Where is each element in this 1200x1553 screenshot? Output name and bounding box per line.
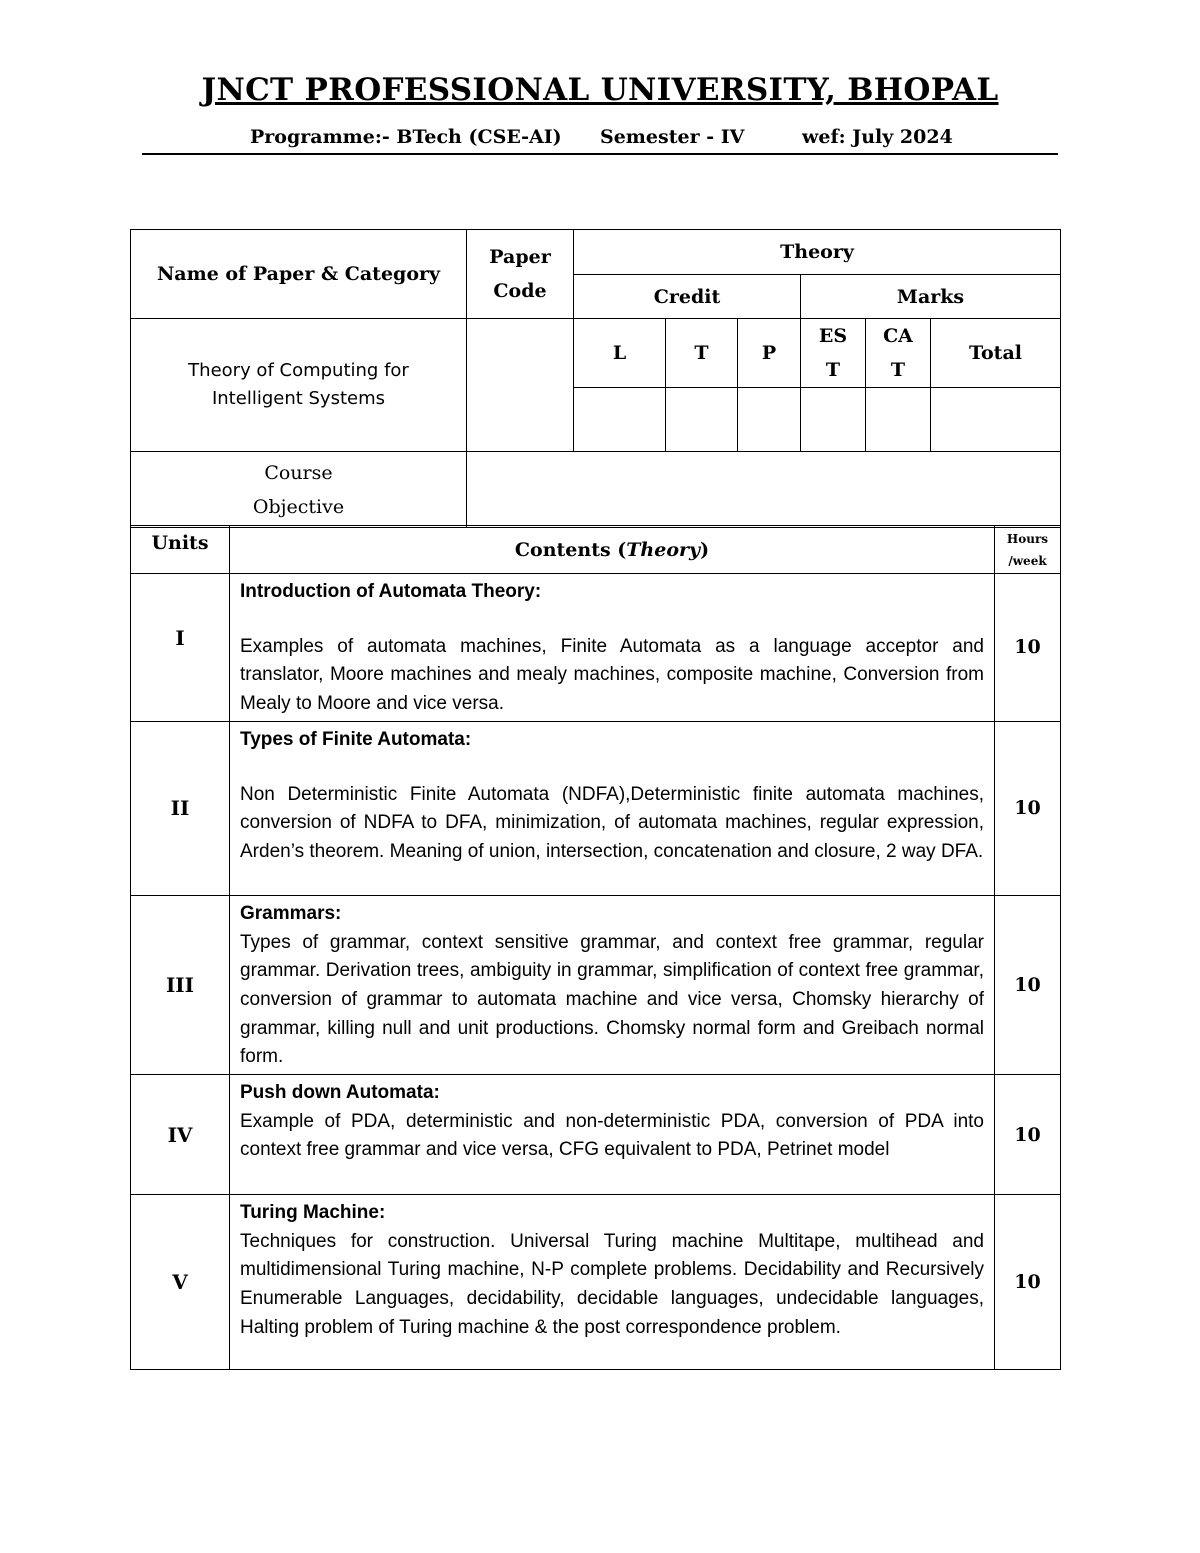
course-objective-label — [131, 452, 467, 528]
table-row — [131, 1075, 1061, 1195]
unit-number: II — [131, 721, 230, 895]
value-T — [666, 388, 738, 452]
col-EST-line1: ES — [818, 325, 848, 347]
spacer — [240, 607, 984, 633]
programme-line — [142, 126, 1058, 155]
paper-code-value — [467, 319, 574, 452]
unit-description: Techniques for construction. Universal Turing machine Multitape, multihead and multidimensional Turing machine, N-P complete problems. Decidability and Recursively Enumerable Languages, decidability, decidable languages, undecidable languages, Halting problem of Turing machine & the post correspondence problem. — [240, 1230, 984, 1338]
unit-number: V — [131, 1195, 230, 1370]
unit-title: Turing Machine: — [240, 1202, 386, 1224]
course-objective-line2: Objective — [252, 495, 345, 518]
col-EST — [801, 319, 866, 388]
units-header: Units — [131, 526, 230, 574]
contents-header — [230, 526, 995, 574]
paper-code-header-line2: Code — [493, 280, 547, 302]
course-objective-line1: Course — [264, 461, 333, 484]
unit-title: Grammars: — [240, 902, 342, 924]
col-CAT — [866, 319, 931, 388]
unit-content — [230, 1075, 995, 1195]
unit-hours: 10 — [995, 1075, 1061, 1195]
theory-header: Theory — [574, 230, 1061, 275]
programme-text: Programme:- BTech (CSE-AI) — [250, 126, 562, 148]
paper-code-header — [467, 230, 574, 319]
col-CAT-line1: CA — [883, 325, 913, 347]
unit-content — [230, 895, 995, 1074]
col-total: Total — [931, 319, 1061, 388]
table-row — [131, 895, 1061, 1074]
wef-text: wef: July 2024 — [802, 126, 953, 148]
name-category-header: Name of Paper & Category — [131, 230, 467, 319]
col-T: T — [666, 319, 738, 388]
course-objective-value — [467, 452, 1061, 528]
value-CAT — [866, 388, 931, 452]
paper-details-table — [130, 229, 1061, 528]
paper-code-header-line1: Paper — [489, 246, 551, 268]
marks-header: Marks — [801, 275, 1061, 319]
table-row — [131, 721, 1061, 895]
spacer — [240, 755, 984, 781]
contents-header-suffix: ) — [700, 538, 710, 561]
unit-title: Push down Automata: — [240, 1082, 440, 1104]
unit-title: Introduction of Automata Theory: — [240, 581, 542, 602]
contents-header-prefix: Contents ( — [514, 538, 627, 561]
col-L: L — [574, 319, 666, 388]
hours-header-line1: Hours — [1006, 531, 1049, 546]
value-P — [738, 388, 801, 452]
unit-number: IV — [131, 1075, 230, 1195]
col-P: P — [738, 319, 801, 388]
unit-number: I — [131, 574, 230, 722]
value-total — [931, 388, 1061, 452]
table-row — [131, 1195, 1061, 1370]
unit-description: Examples of automata machines, Finite Automata as a language acceptor and translator, Moore machines and mealy machines, composite machine, Conversion from Mealy to Moore and vice versa. — [240, 635, 984, 715]
unit-content — [230, 1195, 995, 1370]
unit-description: Non Deterministic Finite Automata (NDFA),Deterministic finite automata machines, conversion of NDFA to DFA, minimization, of automata machines, regular expression, Arden’s theorem. Meaning of union, intersection, concatenation and closure, 2 way DFA. — [240, 783, 984, 862]
contents-header-italic: Theory — [626, 538, 701, 561]
unit-hours: 10 — [995, 895, 1061, 1074]
unit-number: III — [131, 895, 230, 1074]
value-EST — [801, 388, 866, 452]
university-title: JNCT PROFESSIONAL UNIVERSITY, BHOPAL — [201, 72, 999, 108]
unit-title: Types of Finite Automata: — [240, 728, 472, 750]
unit-description: Types of grammar, context sensitive grammar, and context free grammar, regular grammar. Derivation trees, ambiguity in grammar, simplification of context free grammar, conversion of grammar to automata machine and vice versa, Chomsky hierarchy of grammar, killing null and unit productions. Chomsky normal form and Greibach normal form. — [240, 931, 984, 1068]
unit-hours: 10 — [995, 1195, 1061, 1370]
col-EST-line2: T — [825, 359, 841, 381]
units-table — [130, 525, 1061, 1370]
unit-hours: 10 — [995, 574, 1061, 722]
unit-content — [230, 574, 995, 722]
value-L — [574, 388, 666, 452]
col-CAT-line2: T — [890, 359, 906, 381]
unit-description: Example of PDA, deterministic and non-deterministic PDA, conversion of PDA into context free grammar and vice versa, CFG equivalent to PDA, Petrinet model — [240, 1110, 984, 1161]
semester-text: Semester - IV — [600, 126, 745, 148]
paper-name-line2: Intelligent Systems — [211, 388, 386, 409]
unit-hours: 10 — [995, 721, 1061, 895]
paper-name-line1: Theory of Computing for — [188, 360, 409, 381]
hours-header-line2: /week — [1008, 553, 1047, 568]
credit-header: Credit — [574, 275, 801, 319]
paper-name-cell — [131, 319, 467, 452]
table-row — [131, 574, 1061, 722]
hours-header — [995, 526, 1061, 574]
unit-content — [230, 721, 995, 895]
